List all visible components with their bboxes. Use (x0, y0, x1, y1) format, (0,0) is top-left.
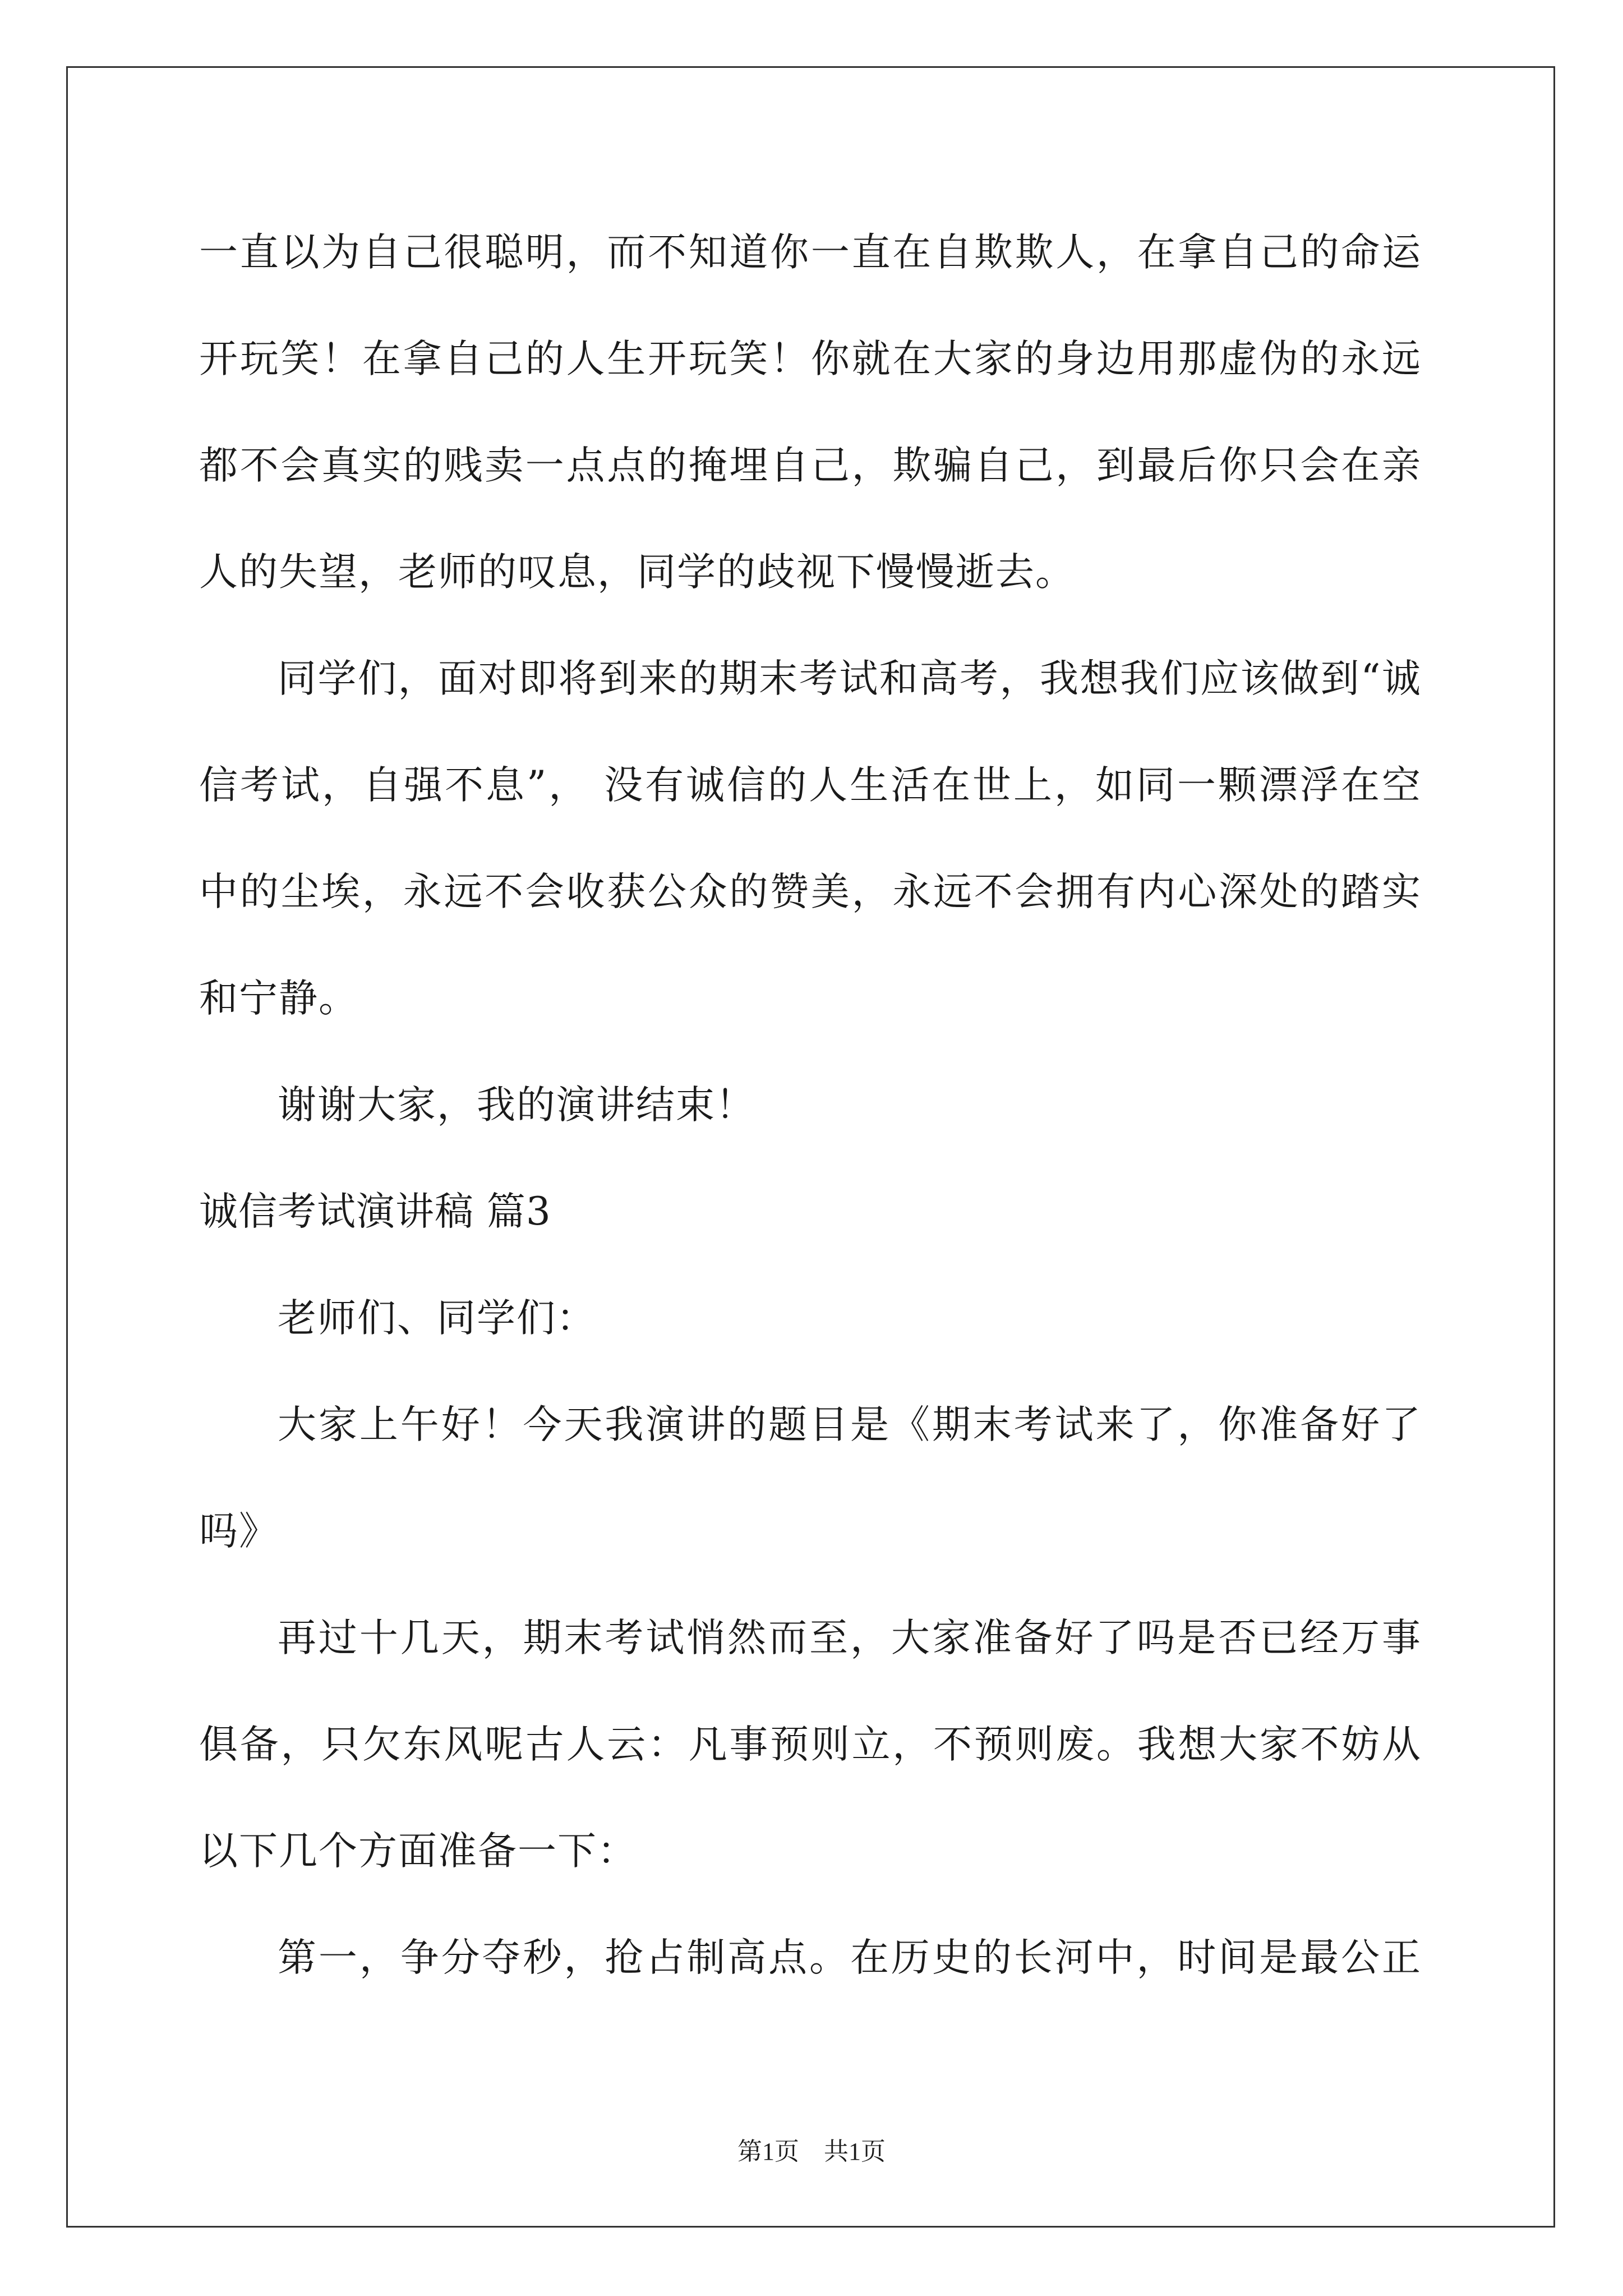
text-line: 和宁静。 (199, 976, 358, 1021)
document-body (199, 212, 1422, 2024)
page-footer (0, 2136, 1623, 2168)
page-total: 共1页 (824, 2138, 886, 2165)
text-line: 信考试，自强不息”， 没有诚信的人生活在世上，如同一颗漂浮在空 (199, 763, 1422, 808)
text-line: 都不会真实的贱卖一点点的掩埋自己，欺骗自己，到最后你只会在亲 (199, 443, 1422, 488)
text-line: 同学们，面对即将到来的期末考试和高考，我想我们应该做到“诚 (278, 656, 1422, 701)
text-line: 人的失望，老师的叹息，同学的歧视下慢慢逝去。 (199, 550, 1075, 595)
text-line: 俱备，只欠东风呢古人云：凡事预则立，不预则废。我想大家不妨从 (199, 1722, 1422, 1767)
text-line: 再过十几天，期末考试悄然而至，大家准备好了吗是否已经万事 (278, 1616, 1422, 1660)
text-line: 以下几个方面准备一下： (199, 1829, 637, 1874)
text-line: 第一，争分夺秒，抢占制高点。在历史的长河中，时间是最公正 (278, 1935, 1422, 1980)
text-line: 吗》 (199, 1509, 279, 1554)
text-line: 开玩笑！在拿自己的人生开玩笑！你就在大家的身边用那虚伪的永远 (199, 337, 1422, 381)
text-line: 谢谢大家，我的演讲结束！ (278, 1083, 755, 1128)
text-line: 大家上午好！今天我演讲的题目是《期末考试来了，你准备好了 (278, 1402, 1422, 1447)
page-number: 第1页 (737, 2138, 799, 2165)
text-line: 老师们、同学们： (278, 1296, 596, 1341)
section-heading: 诚信考试演讲稿 篇3 (199, 1189, 551, 1234)
text-line: 一直以为自己很聪明，而不知道你一直在自欺欺人，在拿自己的命运 (199, 230, 1422, 275)
text-line: 中的尘埃，永远不会收获公众的赞美，永远不会拥有内心深处的踏实 (199, 869, 1422, 914)
